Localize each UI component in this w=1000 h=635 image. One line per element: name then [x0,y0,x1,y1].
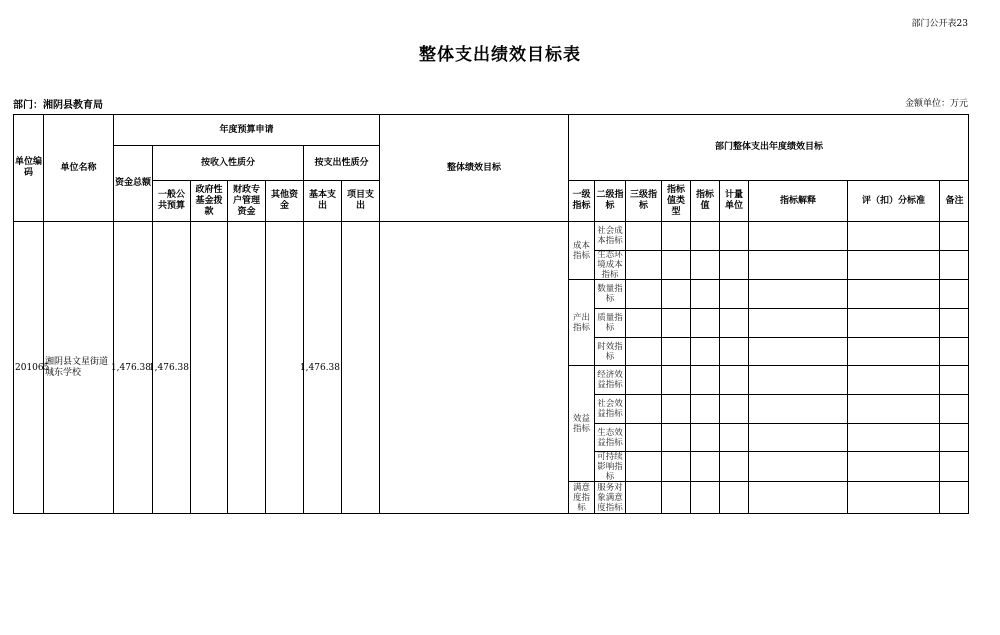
indicator-cell [939,365,969,394]
indicator-cell [661,279,690,308]
level2-economic-benefit: 经济效益指标 [594,365,625,394]
indicator-cell [847,250,939,279]
indicator-cell [625,221,661,250]
header-annual-budget: 年度预算申请 [113,114,379,145]
indicator-cell [661,423,690,451]
header-measure-unit: 计量单位 [719,180,748,221]
indicator-cell [625,250,661,279]
indicator-cell [847,394,939,423]
level2-social-benefit: 社会效益指标 [594,394,625,423]
indicator-cell [719,337,748,365]
indicator-cell [719,279,748,308]
cell-total-funds: 1,476.38 [113,221,152,514]
indicator-cell [847,279,939,308]
indicator-cell [661,365,690,394]
indicator-cell [690,308,719,337]
header-value: 指标值 [690,180,719,221]
header-unit-code: 单位编码 [13,114,43,221]
indicator-cell [939,308,969,337]
level2-service-satisfaction: 服务对象满意度指标 [594,481,625,514]
indicator-cell [939,481,969,514]
indicator-cell [661,308,690,337]
indicator-cell [939,250,969,279]
level1-cost: 成本指标 [568,221,594,279]
indicator-cell [939,423,969,451]
indicator-cell [939,451,969,481]
indicator-cell [748,451,847,481]
header-explanation: 指标解释 [748,180,847,221]
cell-project-expense [341,221,379,514]
indicator-cell [661,221,690,250]
header-project-expense: 项目支出 [341,180,379,221]
level2-timeliness: 时效指标 [594,337,625,365]
indicator-cell [690,279,719,308]
indicator-cell [719,481,748,514]
indicator-cell [625,481,661,514]
header-level3: 三级指标 [625,180,661,221]
indicator-cell [690,394,719,423]
level2-sustainability: 可持续影响指标 [594,451,625,481]
indicator-cell [719,423,748,451]
cell-general-public: 1,476.38 [152,221,190,514]
level1-satisfaction: 满意度指标 [568,481,594,514]
indicator-cell [690,481,719,514]
indicator-cell [719,308,748,337]
indicator-cell [847,423,939,451]
indicator-cell [719,221,748,250]
indicator-cell [939,337,969,365]
level1-benefit: 效益指标 [568,365,594,481]
indicator-cell [661,394,690,423]
level2-social-cost: 社会成本指标 [594,221,625,250]
header-basic-expense: 基本支出 [303,180,341,221]
indicator-cell [847,451,939,481]
header-scoring: 评（扣）分标准 [847,180,939,221]
indicator-cell [719,451,748,481]
cell-other-funds [265,221,303,514]
cell-gov-fund [190,221,227,514]
amount-unit-label: 金额单位：万元 [904,99,968,109]
indicator-cell [748,423,847,451]
level2-quantity: 数量指标 [594,279,625,308]
indicator-cell [748,308,847,337]
cell-unit-name: 湘阴县文星街道城东学校 [43,221,113,514]
indicator-cell [625,451,661,481]
cell-overall-goal [379,221,568,514]
header-by-income: 按收入性质分 [152,145,303,180]
level2-eco-benefit: 生态效益指标 [594,423,625,451]
cell-special-fund [227,221,265,514]
header-value-type: 指标值类型 [661,180,690,221]
indicator-cell [719,394,748,423]
page-title: 整体支出绩效目标表 [419,45,581,65]
header-special-fund: 财政专户管理资金 [227,180,265,221]
indicator-cell [625,365,661,394]
indicator-cell [847,221,939,250]
indicator-cell [690,221,719,250]
indicator-cell [847,365,939,394]
indicator-cell [625,308,661,337]
indicator-cell [847,337,939,365]
indicator-cell [719,365,748,394]
indicator-cell [661,451,690,481]
indicator-cell [748,481,847,514]
indicator-cell [847,308,939,337]
indicator-cell [748,279,847,308]
header-remarks: 备注 [939,180,969,221]
indicator-cell [748,250,847,279]
indicator-cell [690,337,719,365]
indicator-cell [690,250,719,279]
indicator-cell [748,394,847,423]
header-unit-name: 单位名称 [43,114,113,221]
header-level2: 二级指标 [594,180,625,221]
header-overall-goal: 整体绩效目标 [379,114,568,221]
indicator-cell [939,279,969,308]
cell-unit-code: 201065 [13,221,43,514]
indicator-cell [690,365,719,394]
header-dept-goal: 部门整体支出年度绩效目标 [568,114,969,180]
indicator-cell [939,221,969,250]
header-other-funds: 其他资金 [265,180,303,221]
level1-output: 产出指标 [568,279,594,365]
indicator-cell [661,481,690,514]
header-general-public: 一般公共预算 [152,180,190,221]
indicator-cell [625,394,661,423]
indicator-cell [625,423,661,451]
indicator-cell [748,365,847,394]
cell-basic-expense: 1,476.38 [303,221,341,514]
header-gov-fund: 政府性基金拨款 [190,180,227,221]
indicator-cell [939,394,969,423]
header-level1: 一级指标 [568,180,594,221]
indicator-cell [690,423,719,451]
indicator-cell [625,279,661,308]
table-number: 部门公开表23 [911,19,968,29]
indicator-cell [847,481,939,514]
indicator-cell [661,337,690,365]
header-total-funds: 资金总额 [113,145,152,221]
indicator-cell [748,337,847,365]
indicator-cell [661,250,690,279]
level2-eco-cost: 生态环境成本指标 [594,250,625,279]
indicator-cell [625,337,661,365]
indicator-cell [719,250,748,279]
indicator-cell [690,451,719,481]
department-label: 部门：湘阴县教育局 [13,100,103,111]
indicator-cell [748,221,847,250]
level2-quality: 质量指标 [594,308,625,337]
header-by-expense: 按支出性质分 [303,145,379,180]
